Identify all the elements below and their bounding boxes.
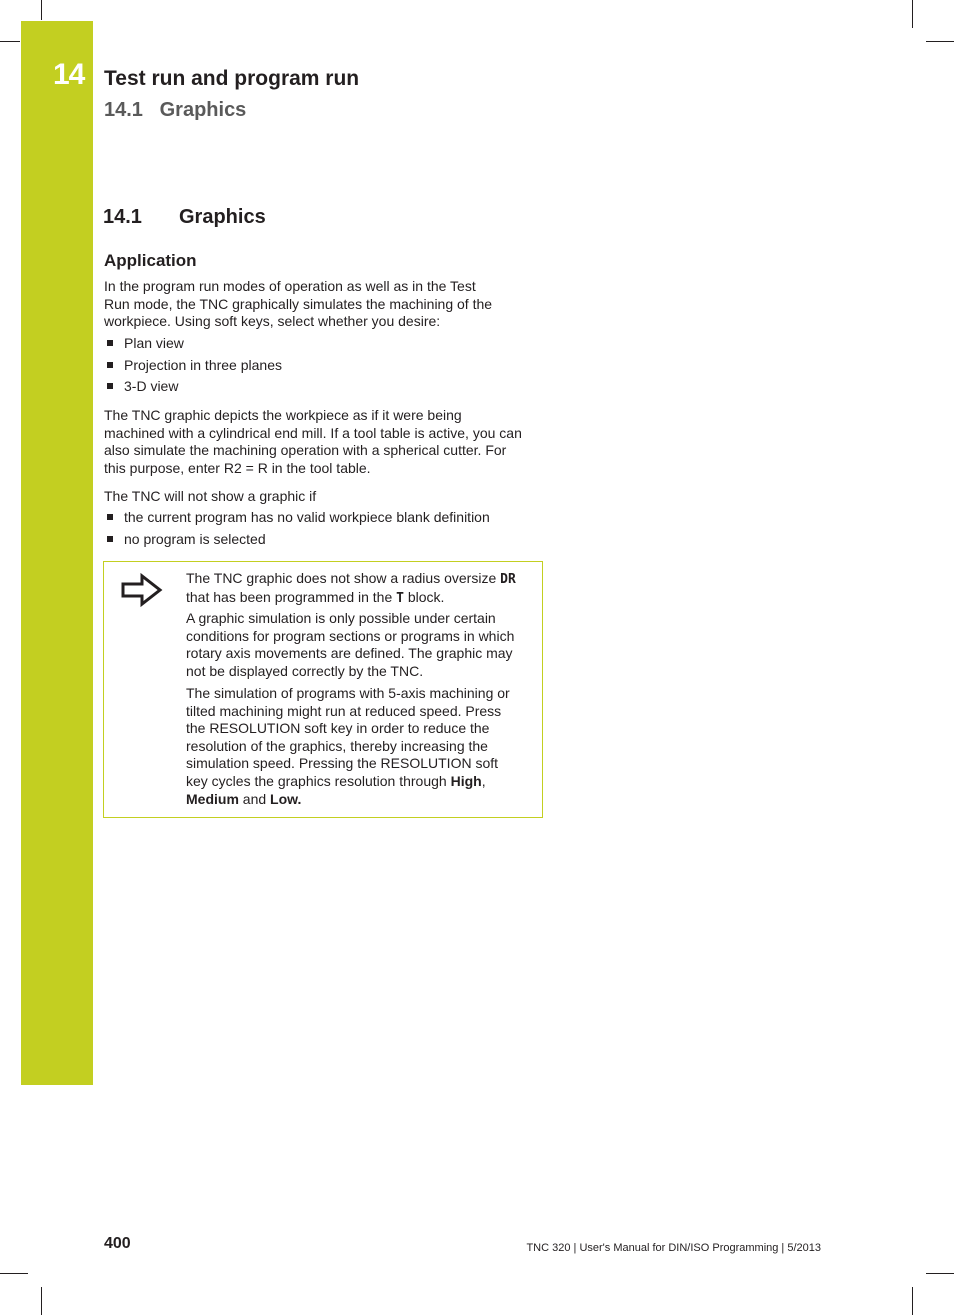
bullet-icon xyxy=(107,536,113,542)
running-section-number: 14.1 xyxy=(104,99,143,121)
page-number: 400 xyxy=(104,1235,131,1252)
text-line: conditions for program sections or programs in which xyxy=(186,627,515,644)
list-item-text: Projection in three planes xyxy=(124,356,282,373)
text-line: this purpose, enter R2 = R in the tool table. xyxy=(104,459,371,476)
text-line xyxy=(186,589,538,608)
no-graphic-intro: The TNC will not show a graphic if xyxy=(104,488,317,504)
crop-mark xyxy=(41,1287,42,1315)
list-item xyxy=(104,335,282,357)
text-line: rotary axis movements are defined. The graphic may xyxy=(186,645,513,662)
note-box xyxy=(103,561,543,818)
code-term: T xyxy=(396,590,404,606)
bullet-icon xyxy=(107,362,113,368)
text-line xyxy=(186,570,538,589)
note-text: that has been programmed in the xyxy=(186,588,397,605)
view-options-list xyxy=(104,335,282,400)
resolution-high: High xyxy=(450,772,482,789)
list-item xyxy=(104,378,282,400)
note-text: key cycles the graphics resolution through xyxy=(186,772,451,789)
note-text: The TNC graphic does not show a radius oversize xyxy=(186,570,501,586)
list-item-text: 3-D view xyxy=(124,378,179,395)
list-item-text: Plan view xyxy=(124,335,184,351)
bullet-icon xyxy=(107,514,113,520)
crop-mark xyxy=(926,1273,954,1274)
text-line: The simulation of programs with 5-axis machining or xyxy=(186,685,510,701)
depiction-paragraph xyxy=(104,407,544,477)
resolution-medium: Medium xyxy=(186,790,239,807)
crop-mark xyxy=(912,1287,913,1315)
note-text: , xyxy=(481,772,486,789)
text-line xyxy=(186,773,538,791)
note-paragraph-3 xyxy=(186,685,538,808)
text-line: the RESOLUTION soft key in order to reduce the xyxy=(186,720,490,737)
text-line: also simulate the machining operation with a spherical cutter. For xyxy=(104,442,507,459)
footer-text: TNC 320 | User's Manual for DIN/ISO Programming | 5/2013 xyxy=(526,1242,821,1254)
note-paragraph-1 xyxy=(186,570,538,607)
list-item xyxy=(104,531,490,553)
running-section-name: Graphics xyxy=(159,99,247,121)
bullet-icon xyxy=(107,340,113,346)
text-line: tilted machining might run at reduced speed. Press xyxy=(186,702,502,719)
text-line: A graphic simulation is only possible under certain xyxy=(186,610,496,626)
section-heading xyxy=(103,206,266,229)
running-section-title xyxy=(104,99,246,122)
list-item xyxy=(104,357,282,379)
bullet-icon xyxy=(107,383,113,389)
application-heading: Application xyxy=(104,251,197,270)
note-divider xyxy=(184,562,185,817)
crop-mark xyxy=(0,1273,28,1274)
note-paragraph-2 xyxy=(186,610,538,680)
text-line xyxy=(186,791,538,809)
text-line: The TNC graphic depicts the workpiece as if it were being xyxy=(104,407,462,423)
text-line: In the program run modes of operation as well as in the Test xyxy=(104,278,476,294)
section-title: Graphics xyxy=(179,206,266,228)
text-line: Run mode, the TNC graphically simulates the machining of the xyxy=(104,295,493,312)
list-item xyxy=(104,509,490,531)
list-item-text: the current program has no valid workpiece blank definition xyxy=(124,509,490,525)
crop-mark xyxy=(912,0,913,28)
note-text: block. xyxy=(403,588,445,605)
no-graphic-conditions-list xyxy=(104,509,490,552)
section-number: 14.1 xyxy=(103,206,142,228)
list-item-text: no program is selected xyxy=(124,530,266,547)
chapter-sidebar xyxy=(21,21,93,1085)
crop-mark xyxy=(41,0,42,20)
resolution-low: Low. xyxy=(270,790,302,807)
text-line: not be displayed correctly by the TNC. xyxy=(186,662,424,679)
chapter-number: 14 xyxy=(53,58,85,91)
intro-paragraph xyxy=(104,278,544,331)
text-line: machined with a cylindrical end mill. If a tool table is active, you can xyxy=(104,424,522,441)
right-arrow-icon xyxy=(120,572,164,608)
text-line: resolution of the graphics, thereby increasing the xyxy=(186,737,488,754)
code-term: DR xyxy=(500,572,516,587)
chapter-title: Test run and program run xyxy=(104,67,360,90)
crop-mark xyxy=(0,41,20,42)
text-line: simulation speed. Pressing the RESOLUTION soft xyxy=(186,755,499,772)
text-line: workpiece. Using soft keys, select whether you desire: xyxy=(104,313,441,330)
crop-mark xyxy=(926,41,954,42)
note-text: and xyxy=(238,790,271,807)
